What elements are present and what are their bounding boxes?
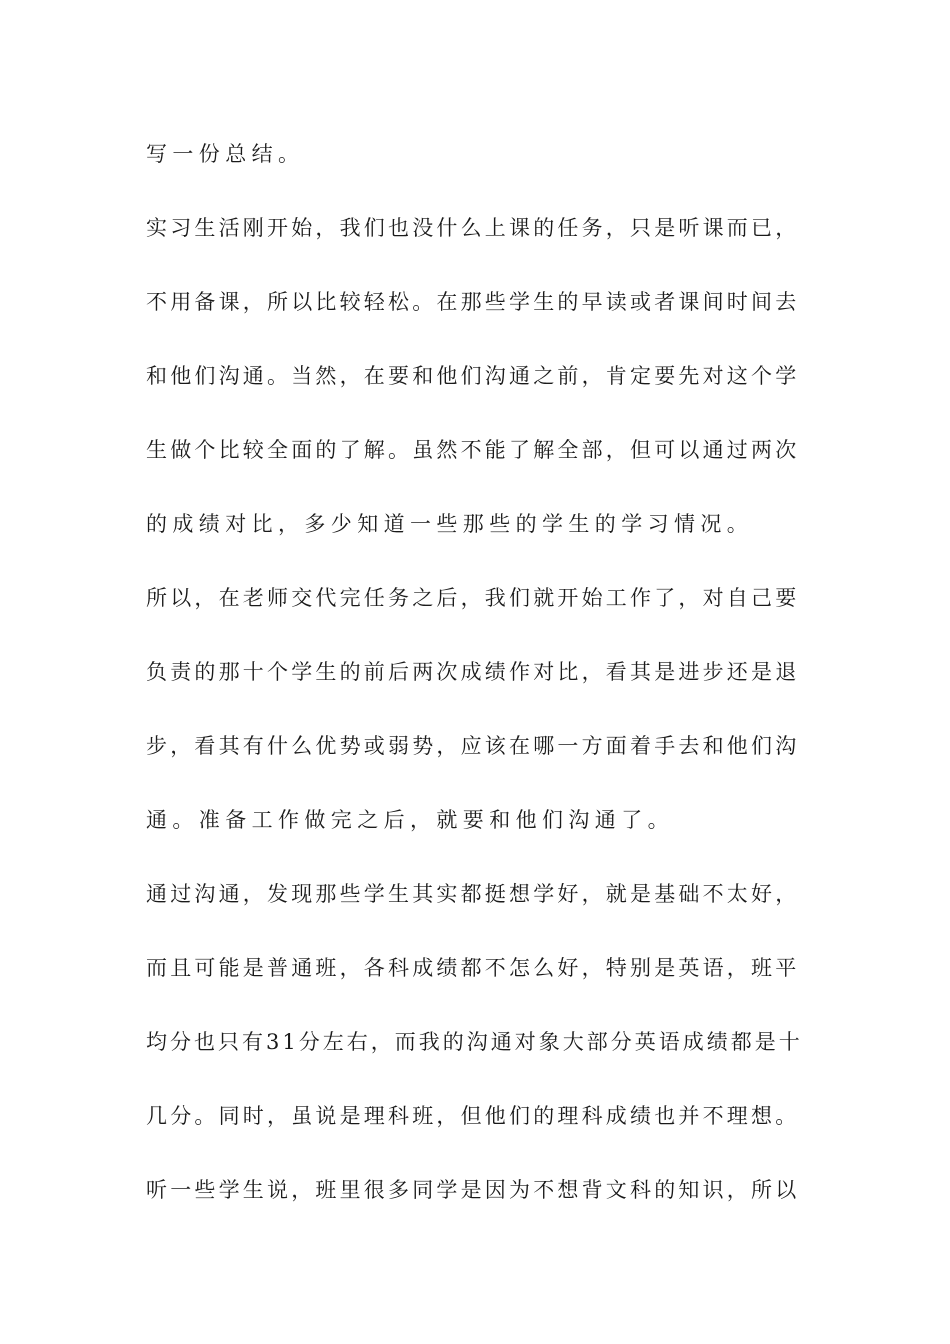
text-line: 而且可能是普通班，各科成绩都不怎么好，特别是英语，班平 [146,956,800,980]
text-line: 不用备课，所以比较轻松。在那些学生的早读或者课间时间去 [146,290,800,314]
text-line: 步，看其有什么优势或弱势，应该在哪一方面着手去和他们沟 [146,734,800,758]
text-line: 写一份总结。 [146,142,305,166]
text-line: 和他们沟通。当然，在要和他们沟通之前，肯定要先对这个学 [146,364,800,388]
text-line: 负责的那十个学生的前后两次成绩作对比，看其是进步还是退 [146,660,800,684]
text-line: 生做个比较全面的了解。虽然不能了解全部，但可以通过两次 [146,438,800,462]
text-line: 通过沟通，发现那些学生其实都挺想学好，就是基础不太好， [146,882,800,906]
text-line: 均分也只有31分左右，而我的沟通对象大部分英语成绩都是十 [146,1030,803,1054]
text-line: 听一些学生说，班里很多同学是因为不想背文科的知识，所以 [146,1178,800,1202]
text-line: 通。准备工作做完之后，就要和他们沟通了。 [146,808,674,832]
text-line: 所以，在老师交代完任务之后，我们就开始工作了，对自己要 [146,586,800,610]
text-line: 几分。同时，虽说是理科班，但他们的理科成绩也并不理想。 [146,1104,800,1128]
text-line: 实习生活刚开始，我们也没什么上课的任务，只是听课而已， [146,216,800,240]
text-line: 的成绩对比，多少知道一些那些的学生的学习情况。 [146,512,754,536]
